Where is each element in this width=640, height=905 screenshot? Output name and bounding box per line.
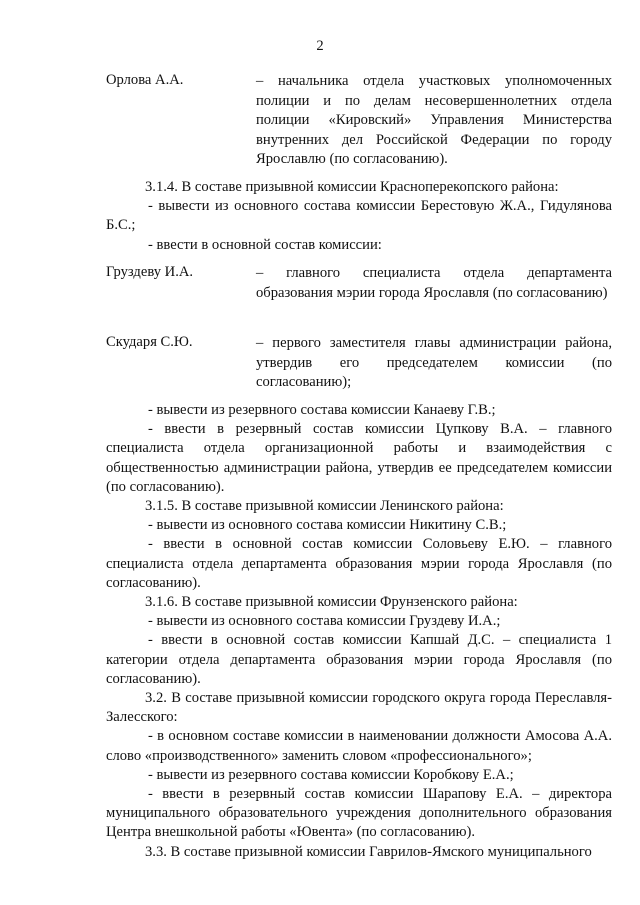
person-entry — [106, 72, 612, 170]
person-entry — [106, 264, 612, 303]
paragraph: - в основном составе комиссии в наименовании должности Амосова А.А. слово «производственного» заменить словом «профессионального»; — [106, 728, 612, 764]
person-role: – первого заместителя главы администрации района, утвердив его председателем комиссии (по согласованию); — [256, 335, 612, 390]
person-role: – начальника отдела участковых уполномоченных полиции и по делам несовершеннолетних отдела полиции «Кировский» Управления Министерства внутренних дел Российской Федерации по городу Ярославлю (по согласованию). — [256, 73, 612, 167]
paragraph: - вывести из основного состава комиссии Берестовую Ж.А., Гидулянова Б.С.; — [106, 198, 612, 234]
paragraph: - ввести в основной состав комиссии Капшай Д.С. – специалиста 1 категории отдела департамента образования мэрии города Ярославля (по согласованию). — [106, 632, 612, 687]
section-heading: 3.1.6. В составе призывной комиссии Фрунзенского района: — [145, 594, 518, 611]
paragraph: - вывести из резервного состава комиссии Коробкову Е.А.; — [148, 766, 514, 783]
person-entry — [106, 334, 612, 393]
paragraph: - ввести в основной состав комиссии Соловьеву Е.Ю. – главного специалиста отдела департамента образования мэрии города Ярославля (по согласованию). — [106, 536, 612, 591]
person-name: Груздеву И.А. — [106, 264, 194, 280]
paragraph: - вывести из резервного состава комиссии Канаеву Г.В.; — [148, 402, 496, 418]
section-heading: 3.1.4. В составе призывной комиссии Красноперекопского района: — [145, 179, 559, 195]
section-heading: 3.3. В составе призывной комиссии Гаврилов-Ямского муниципального — [145, 843, 592, 860]
paragraph: - вывести из основного состава комиссии Груздеву И.А.; — [148, 613, 501, 630]
section-heading: 3.1.5. В составе призывной комиссии Ленинского района: — [145, 498, 504, 515]
main-body — [106, 401, 612, 862]
page-number: 2 — [316, 38, 324, 54]
section-3-1-4 — [106, 178, 612, 255]
paragraph: - ввести в основной состав комиссии: — [148, 236, 382, 253]
person-name: Орлова А.А. — [106, 72, 184, 88]
person-name: Скударя С.Ю. — [106, 334, 193, 350]
paragraph: - ввести в резервный состав комиссии Шарапову Е.А. – директора муниципального образовательного учреждения дополнительного образования Центра внешкольной работы «Ювента» (по согласованию). — [106, 786, 612, 841]
section-heading: 3.2. В составе призывной комиссии городского округа города Переславля-Залесского: — [106, 690, 612, 726]
paragraph: - ввести в резервный состав комиссии Цупкову В.А. – главного специалиста отдела организационной работы и взаимодействия с общественностью администрации района, утвердив ее председателем комиссии (по согласованию). — [106, 421, 612, 495]
paragraph: - вывести из основного состава комиссии Никитину С.В.; — [148, 517, 507, 534]
person-role: – главного специалиста отдела департамента образования мэрии города Ярославля (по согласованию) — [256, 265, 612, 301]
